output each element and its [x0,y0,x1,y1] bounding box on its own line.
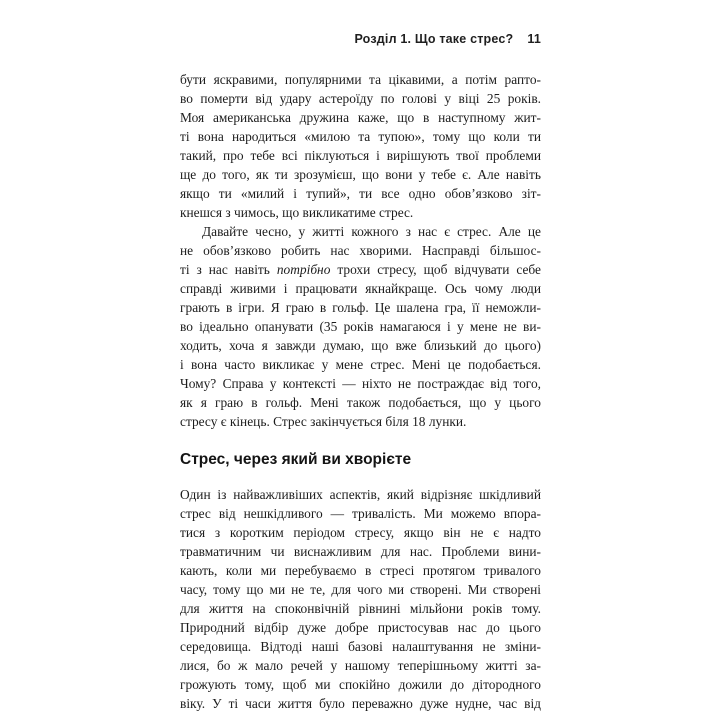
text-line: травматичним чи виснажливим для нас. Проблеми вини- [180,544,541,559]
text-line: не обов’язково робить нас хворими. Насправді більшос- [180,243,541,258]
text-line: кнешся з чимось, що викликатиме стрес. [180,205,414,220]
paragraph-2 [180,222,541,431]
text-line: во померти від удару астероїду по голові у віці 25 років. [180,91,541,106]
page-content [180,70,541,713]
text-line: стрес від нешкідливого — тривалість. Ми можемо впора- [180,506,541,521]
text-line: Давайте чесно, у житті кожного з нас є стрес. Але це [202,224,541,239]
text-line: во ідеально опанувати (35 років намагаюся і у мене не ви- [180,319,541,334]
paragraph-1 [180,70,541,222]
text-line: ще до того, як ти зрозумієш, що вони у тебе є. Але навіть [180,167,541,182]
text-line: і вона часто викликає у мене стрес. Мені це подобається. [180,357,541,372]
text-line: для життя на споконвічній рівнині мільйони років тому. [180,601,541,616]
text-line: віку. У ті часи життя було переважно дуже нудне, час від [180,696,541,711]
text-line: стресу є кінець. Стрес закінчується біля 18 лунки. [180,414,467,429]
page-header [180,32,541,46]
text-line: справді живими і працювати якнайкраще. Ось чому люди [180,281,541,296]
text-segment: ті з нас навіть [180,262,277,277]
page-number: 11 [527,32,541,46]
text-line: ходить, хоча я завжди думаю, що вже близький до цього) [180,338,541,353]
text-line: грожують тому, щоб ми спокійно дожили до дітородного [180,677,541,692]
paragraph-3 [180,485,541,713]
text-line: Один із найважливіших аспектів, який відрізняє шкідливий [180,487,541,502]
text-line: Природний відбір дуже добре пристосував нас до цього [180,620,541,635]
text-line: лися, бо ж мало речей у нашому теперішньому житті за- [180,658,541,673]
section-heading: Стрес, через який ви хворієте [180,451,412,468]
text-line: середовища. Відтоді наші базові налаштування не зміни- [180,639,541,654]
text-line: кають, коли ми перебуваємо в стресі протягом тривалого [180,563,541,578]
text-line: грають в ігри. Я граю в гольф. Це шалена гра, її неможли- [180,300,541,315]
text-line: такий, про тебе всі піклуються і вирішують твої проблеми [180,148,541,163]
text-segment: трохи стресу, щоб відчувати себе [330,262,541,277]
running-chapter-title: Розділ 1. Що таке стрес? [354,32,514,46]
text-line-with-emphasis [180,260,541,279]
text-line: тися з коротким періодом стресу, якщо він не є надто [180,525,541,540]
text-line: Чому? Справа у контексті — ніхто не постраждає від того, [180,376,541,391]
text-line: часу, тому що ми не те, для чого ми створені. Ми створені [180,582,541,597]
text-line: як я граю в гольф. Мені також подобається, що у цього [180,395,541,410]
italic-emphasis: потрібно [276,262,331,277]
text-line: якщо ти «милий і тупий», ти все одно обов’язково зіт- [180,186,541,201]
text-line: ті вона народиться «милою та тупою», тому що коли ти [180,129,541,144]
text-line: бути яскравими, популярними та цікавими, а потім рапто- [180,72,541,87]
text-line: Моя американська дружина каже, що в наступному жит- [180,110,541,125]
